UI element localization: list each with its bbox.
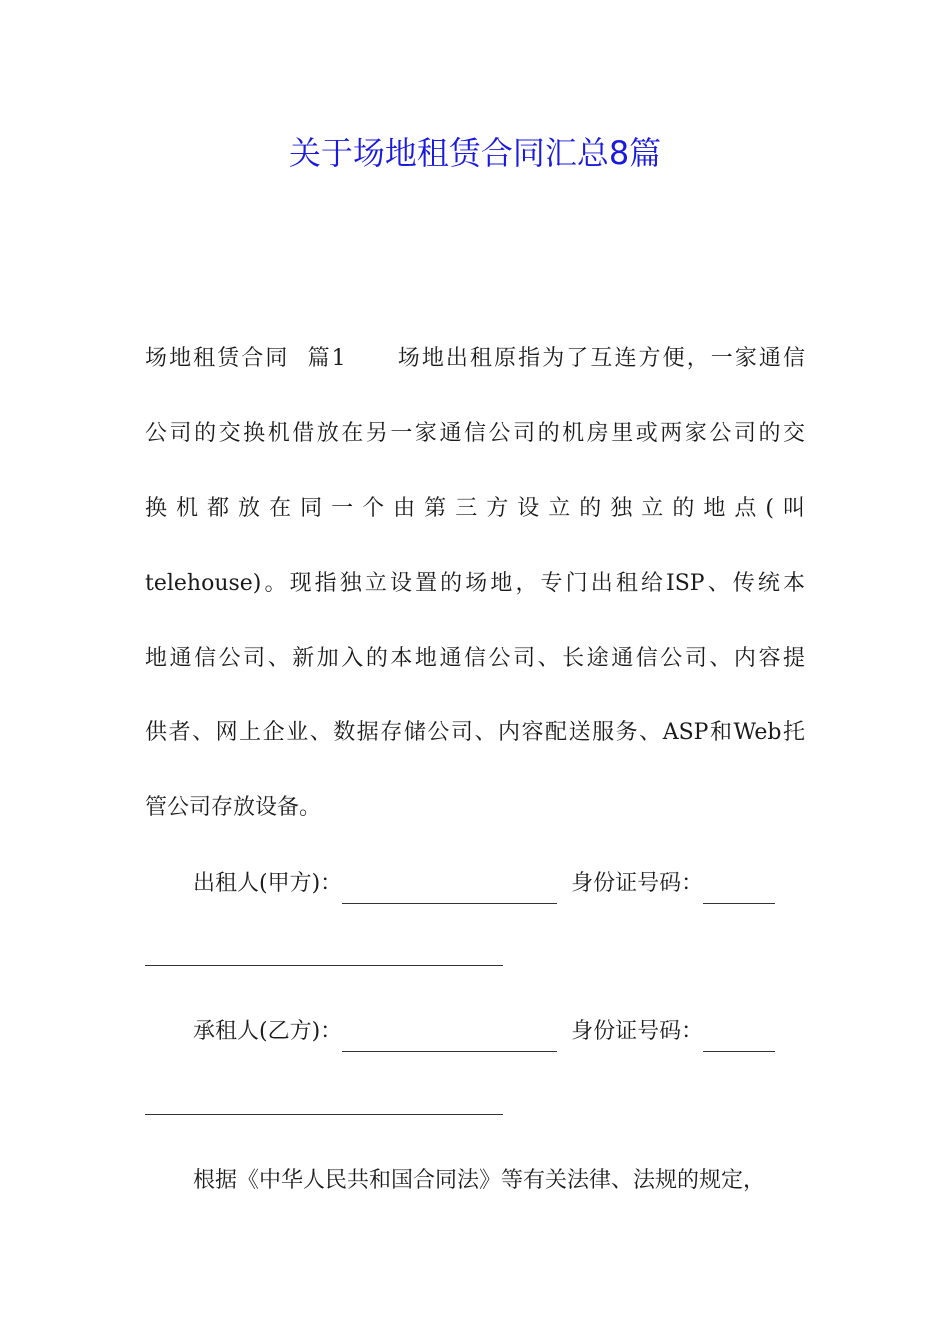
intro-line-5: 地通信公司、新加入的本地通信公司、长途通信公司、内容提 bbox=[145, 646, 805, 671]
document-title: 关于场地租赁合同汇总8篇 bbox=[288, 134, 662, 172]
lessor-name-blank[interactable] bbox=[342, 875, 557, 904]
intro-line-7: 管公司存放设备。 bbox=[145, 795, 322, 820]
lessor-id-blank[interactable] bbox=[703, 875, 775, 904]
intro-line-1 bbox=[145, 339, 805, 379]
intro-text-1: 场地出租原指为了互连方便，一家通信 bbox=[395, 346, 805, 371]
intro-line-3: 换机都放在同一个由第三方设立的独立的地点(叫 bbox=[145, 496, 805, 521]
intro-line-2: 公司的交换机借放在另一家通信公司的机房里或两家公司的交 bbox=[145, 421, 805, 446]
lessee-label: 承租人(乙方)： bbox=[193, 1019, 343, 1044]
lessee-id-label: 身份证号码： bbox=[571, 1019, 704, 1044]
lessee-id-blank[interactable] bbox=[703, 1023, 775, 1052]
clause-line: 根据《中华人民共和国合同法》等有关法律、法规的规定， bbox=[193, 1168, 766, 1193]
intro-heading: 场地租赁合同 篇1 bbox=[145, 346, 346, 371]
intro-line-4: telehouse)。现指独立设置的场地，专门出租给ISP、传统本 bbox=[145, 571, 805, 596]
lessor-row bbox=[193, 864, 775, 904]
intro-line-6: 供者、网上企业、数据存储公司、内容配送服务、ASP和Web托 bbox=[145, 720, 805, 745]
lessor-id-blank-continued[interactable] bbox=[145, 965, 503, 966]
lessee-row bbox=[193, 1012, 775, 1052]
lessee-id-blank-continued[interactable] bbox=[145, 1114, 503, 1115]
lessee-name-blank[interactable] bbox=[342, 1023, 557, 1052]
lessor-label: 出租人(甲方)： bbox=[193, 871, 343, 896]
lessor-id-label: 身份证号码： bbox=[571, 871, 704, 896]
